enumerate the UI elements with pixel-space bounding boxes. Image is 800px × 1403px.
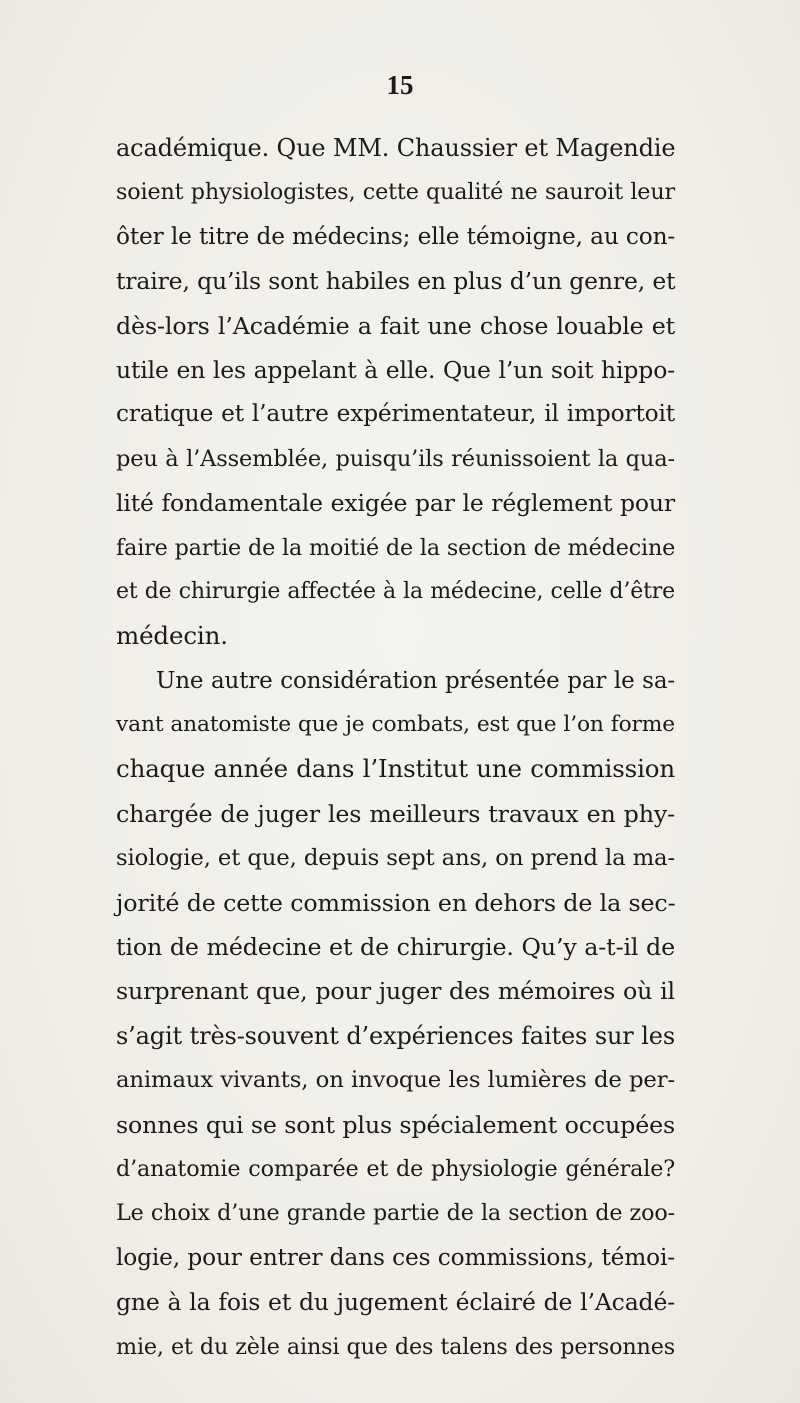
text-line: utile en les appelant à elle. Que l’un soit hippo- [116,355,675,384]
text-line: chargée de juger les meilleurs travaux en phy- [116,799,675,828]
text-line: d’anatomie comparée et de physiologie générale? [116,1155,675,1182]
text-line: lité fondamentale exigée par le réglement pour [116,489,675,518]
text-line: cratique et l’autre expérimentateur, il importoit [116,400,675,428]
text-line: s’agit très-souvent d’expériences faites sur les [116,1021,675,1050]
text-line: sonnes qui se sont plus spécialement occupées [116,1110,676,1139]
text-line: animaux vivants, on invoque les lumières de per- [116,1067,675,1094]
text-line: soient physiologistes, cette qualité ne sauroit leur [116,179,675,206]
text-line: vant anatomiste que je combats, est que l’on forme [116,712,675,738]
text-line: chaque année dans l’Institut une commission [116,754,675,784]
paragraph-start-line: Une autre considération présentée par le sa- [156,667,675,694]
page-number: 15 [386,70,414,100]
text-line: Le choix d’une grande partie de la section de zoo- [116,1200,675,1227]
text-line: peu à l’Assemblée, puisqu’ils réunissoient la qua- [116,445,675,472]
paragraph-end-line: médecin. [116,621,228,651]
text-line: dès-lors l’Académie a fait une chose louable et [116,311,675,340]
text-line: gne à la fois et du jugement éclairé de l’Acadé- [116,1288,675,1317]
text-line: tion de médecine et de chirurgie. Qu’y a-t-il de [116,933,675,962]
text-line: et de chirurgie affectée à la médecine, celle d’être [116,578,675,604]
text-line: mie, et du zèle ainsi que des talens des personnes [116,1333,675,1360]
text-line: surprenant que, pour juger des mémoires où il [116,977,675,1006]
text-line: siologie, et que, depuis sept ans, on prend la ma- [116,845,675,872]
text-line: jorité de cette commission en dehors de la sec- [116,888,676,917]
body-text [116,126,675,1369]
text-line: logie, pour entrer dans ces commissions, témoi- [116,1243,675,1271]
text-line: traire, qu’ils sont habiles en plus d’un genre, et [116,267,676,296]
text-line: ôter le titre de médecins; elle témoigne, au con- [116,222,676,250]
text-line: académique. Que MM. Chaussier et Magendie [116,134,676,162]
text-line: faire partie de la moitié de la section de médecine [116,534,676,561]
